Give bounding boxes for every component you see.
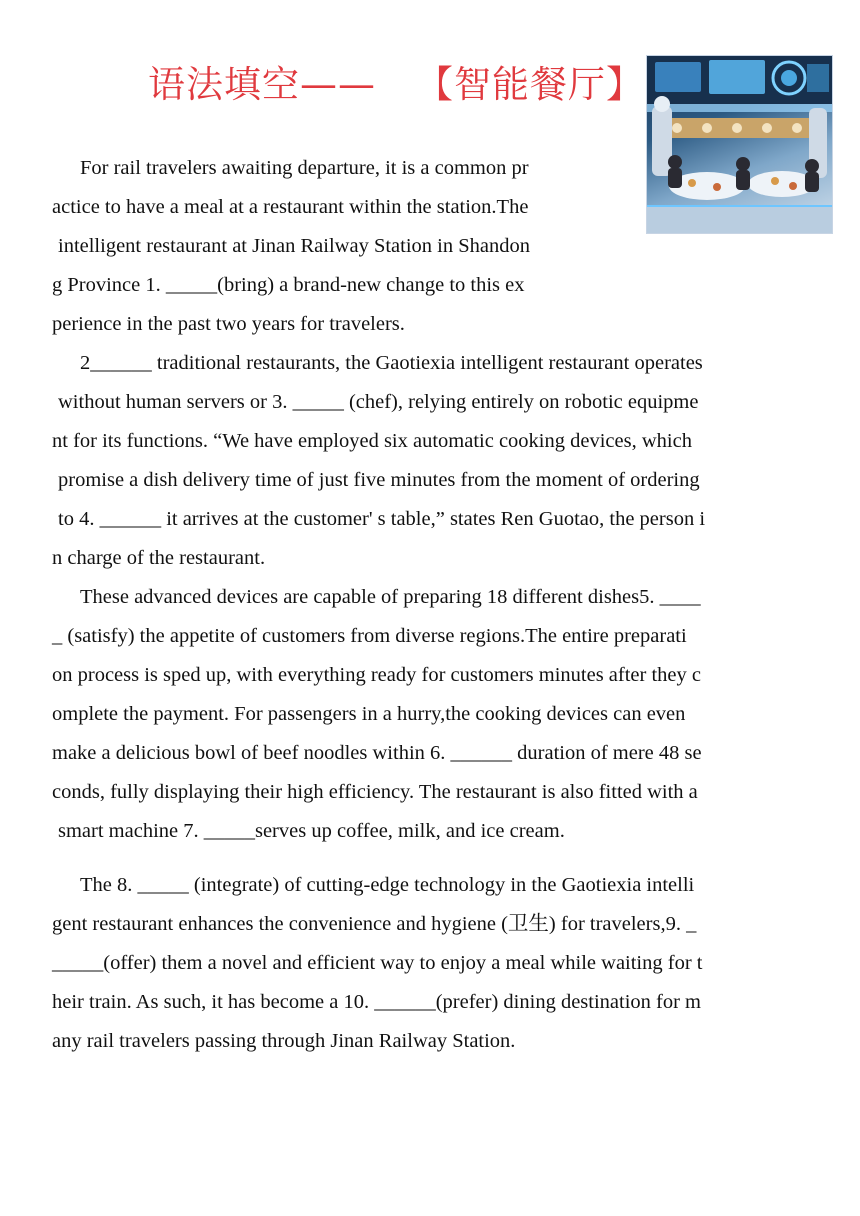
text-line: make a delicious bowl of beef noodles within 6. ______ duration of mere 48 se: [52, 742, 702, 764]
text-line: on process is sped up, with everything ready for customers minutes after they c: [52, 664, 701, 686]
text-line: g Province 1. _____(bring) a brand-new change to this ex: [52, 274, 525, 296]
text-line: These advanced devices are capable of preparing 18 different dishes5. ____: [80, 586, 701, 608]
text-line: heir train. As such, it has become a 10. ______(prefer) dining destination for m: [52, 991, 702, 1013]
text-line: The 8. _____ (integrate) of cutting-edge technology in the Gaotiexia intelli: [80, 874, 695, 896]
text-line: smart machine 7. _____serves up coffee, milk, and ice cream.: [58, 820, 565, 842]
text-line: to 4. ______ it arrives at the customer' s table,” states Ren Guotao, the person i: [58, 508, 706, 530]
text-line: conds, fully displaying their high efficiency. The restaurant is also fitted with a: [52, 781, 698, 803]
text-line: nt for its functions. “We have employed six automatic cooking devices, which: [52, 430, 692, 452]
page-title: [148, 54, 644, 108]
title-left: 语法填空——: [148, 63, 376, 106]
smart-restaurant-photo: [646, 55, 833, 234]
text-line: actice to have a meal at a restaurant within the station.The: [52, 196, 529, 218]
text-line: gent restaurant enhances the convenience and hygiene (卫生) for travelers,9. _: [52, 913, 697, 935]
text-line: perience in the past two years for travelers.: [52, 313, 405, 335]
text-line: n charge of the restaurant.: [52, 547, 266, 569]
text-line: omplete the payment. For passengers in a hurry,the cooking devices can even: [52, 703, 686, 725]
text-line: without human servers or 3. _____ (chef), relying entirely on robotic equipme: [58, 391, 699, 413]
text-line: _____(offer) them a novel and efficient way to enjoy a meal while waiting for t: [52, 952, 703, 974]
text-line: intelligent restaurant at Jinan Railway Station in Shandon: [58, 235, 530, 257]
restaurant-illustration: [647, 56, 832, 233]
title-right: 【智能餐厅】: [416, 63, 644, 106]
text-line: _ (satisfy) the appetite of customers from diverse regions.The entire preparati: [52, 625, 687, 647]
text-line: 2______ traditional restaurants, the Gaotiexia intelligent restaurant operates: [80, 352, 703, 374]
text-line: promise a dish delivery time of just five minutes from the moment of ordering: [58, 469, 700, 491]
text-line: For rail travelers awaiting departure, it is a common pr: [80, 157, 529, 179]
text-line: any rail travelers passing through Jinan Railway Station.: [52, 1030, 516, 1052]
